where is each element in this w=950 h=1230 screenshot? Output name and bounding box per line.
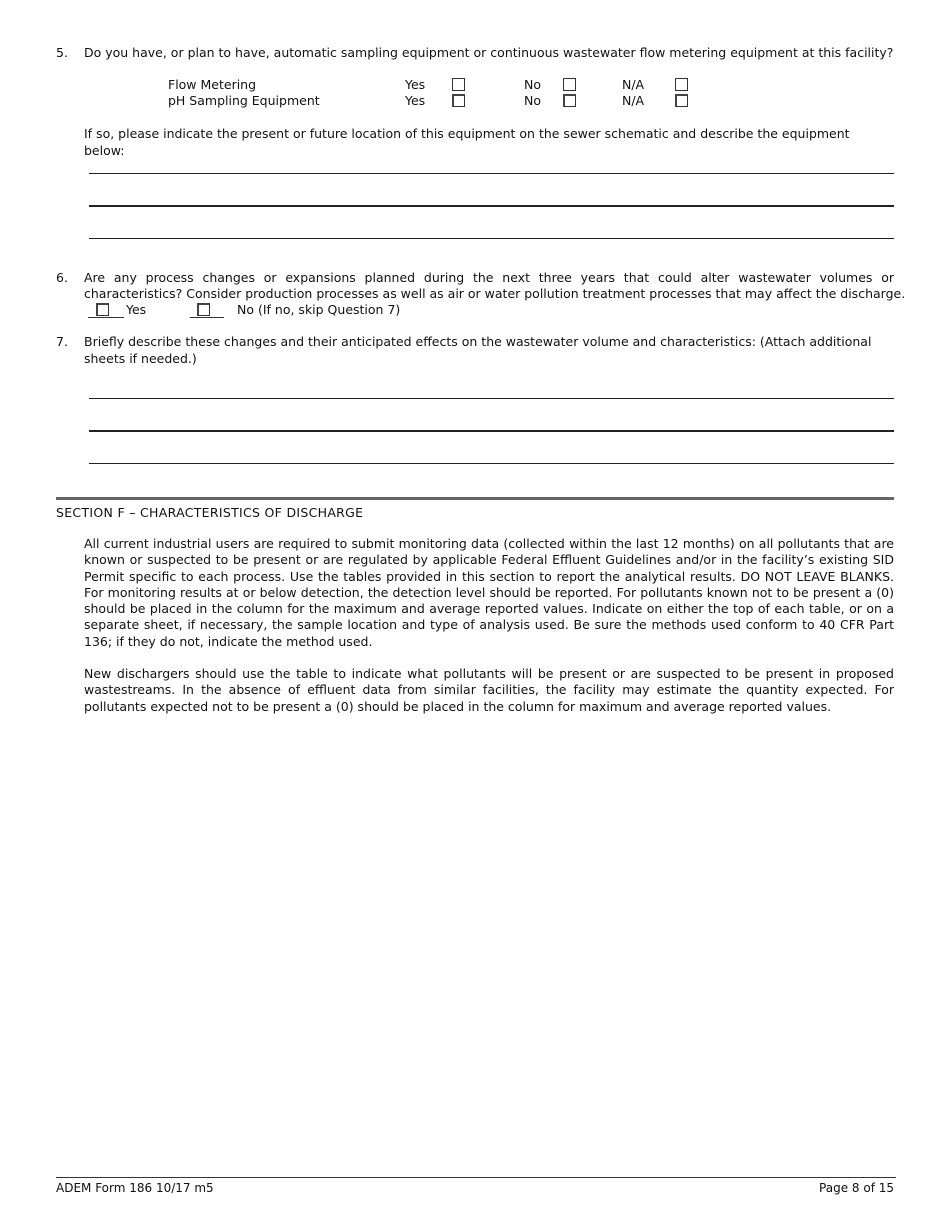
ph-sampling-no-label: No — [524, 93, 541, 108]
flow-metering-no-label: No — [524, 77, 541, 92]
q5-answer-line-1[interactable] — [89, 173, 894, 174]
question-6-yes-checkbox[interactable] — [96, 303, 109, 316]
flow-metering-na-label: N/A — [622, 77, 645, 92]
question-7-text: Briefly describe these changes and their anticipated effects on the wastewater volume and characteristics: (Attach additional sheets if needed.) — [84, 334, 872, 366]
ph-sampling-no-checkbox[interactable] — [563, 94, 576, 107]
section-divider — [56, 497, 894, 500]
question-6-text-line-2: characteristics? Consider production processes as well as air or water pollution treatment processes that may affect the discharge. — [84, 286, 906, 301]
section-f-paragraph-1: All current industrial users are required to submit monitoring data (collected within the last 12 months) on all pollutants that are known or suspected to be present or are regulated by applicable Federal Effluent Guidelines and/or in the facility’s existing SID Permit specific to each process. Use the tables provided in this section to report the analytical results. DO NOT LEAVE BLANKS. For monitoring results at or below detection, the detection level should be reported. For pollutants known not to be present a (0) should be placed in the column for the maximum and average reported values. Indicate on either the top of each table, or on a separate sheet, if necessary, the sample location and type of analysis used. Be sure the methods used conform to 40 CFR Part 136; if they do not, indicate the method used. — [84, 536, 894, 649]
q7-answer-line-3[interactable] — [89, 463, 894, 464]
question-6-text-line-1: Are any process changes or expansions planned during the next three years that could alter wastewater volumes or — [84, 270, 894, 285]
question-7-number: 7. — [56, 334, 68, 349]
ph-sampling-yes-checkbox[interactable] — [452, 94, 465, 107]
question-6-yes-label: Yes — [126, 302, 147, 317]
question-6-no-checkbox[interactable] — [197, 303, 210, 316]
question-5-number: 5. — [56, 45, 68, 60]
question-6-no-label: No (If no, skip Question 7) — [237, 302, 401, 317]
question-6-no-underline — [190, 317, 224, 318]
ph-sampling-label: pH Sampling Equipment — [168, 93, 320, 108]
flow-metering-yes-label: Yes — [405, 77, 426, 92]
question-6-yes-underline — [88, 317, 124, 318]
section-f-title: SECTION F – CHARACTERISTICS OF DISCHARGE — [56, 505, 364, 520]
q7-answer-line-2[interactable] — [89, 430, 894, 432]
flow-metering-na-checkbox[interactable] — [675, 78, 688, 91]
section-f-paragraph-2: New dischargers should use the table to indicate what pollutants will be present or are suspected to be present in proposed wastestreams. In the absence of effluent data from similar facilities, the facility may estimate the quantity expected. For pollutants expected not to be present a (0) should be placed in the column for maximum and average reported values. — [84, 666, 894, 714]
footer-divider — [56, 1177, 896, 1178]
q7-answer-line-1[interactable] — [89, 398, 894, 399]
question-5-followup: If so, please indicate the present or future location of this equipment on the sewer schematic and describe the equipment below: — [84, 126, 850, 158]
question-6-number: 6. — [56, 270, 68, 285]
flow-metering-no-checkbox[interactable] — [563, 78, 576, 91]
ph-sampling-na-checkbox[interactable] — [675, 94, 688, 107]
ph-sampling-yes-label: Yes — [405, 93, 426, 108]
q5-answer-line-2[interactable] — [89, 205, 894, 207]
flow-metering-yes-checkbox[interactable] — [452, 78, 465, 91]
question-5-text: Do you have, or plan to have, automatic sampling equipment or continuous wastewater flow metering equipment at this facility? — [84, 45, 894, 60]
q5-answer-line-3[interactable] — [89, 238, 894, 239]
ph-sampling-na-label: N/A — [622, 93, 645, 108]
footer-form-id: ADEM Form 186 10/17 m5 — [56, 1181, 214, 1195]
flow-metering-label: Flow Metering — [168, 77, 257, 92]
footer-page-number: Page 8 of 15 — [819, 1181, 894, 1195]
